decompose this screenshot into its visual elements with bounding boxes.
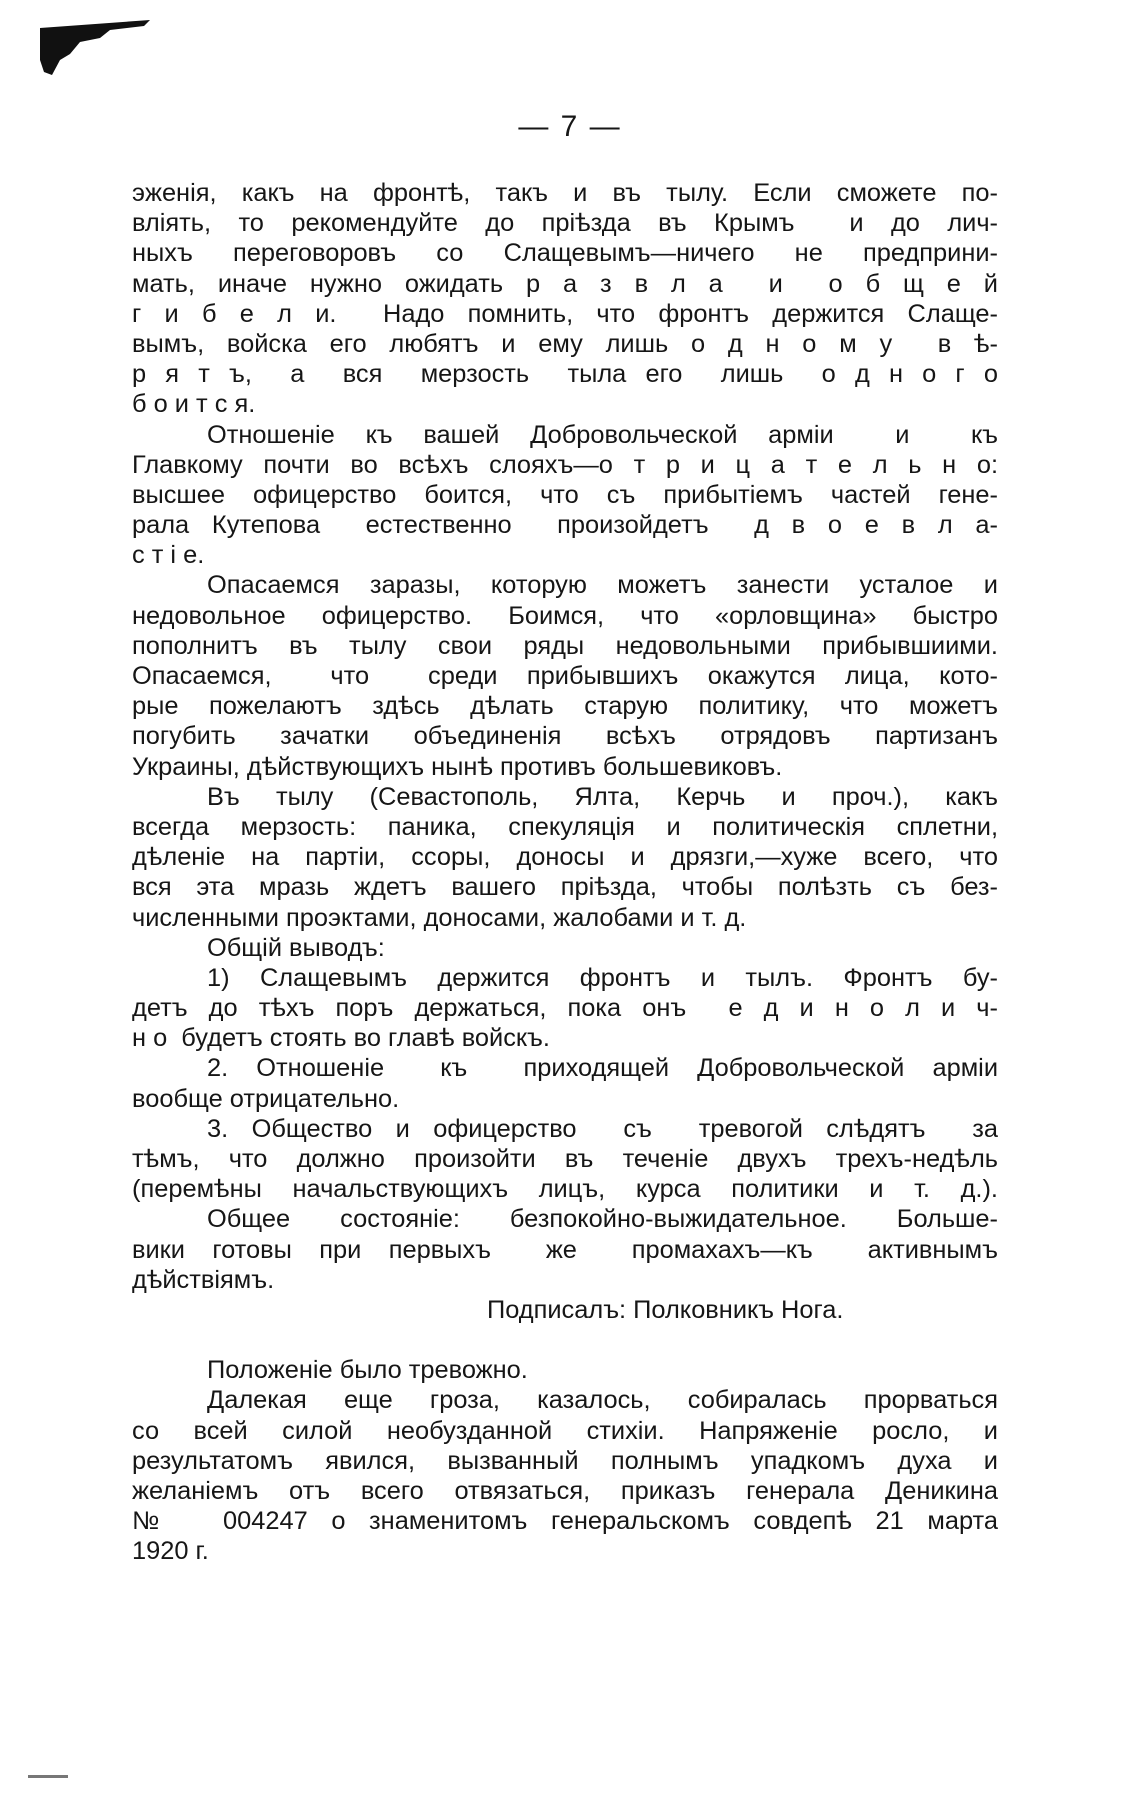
body-text — [132, 178, 998, 1566]
text-line: рые пожелаютъ здѣсь дѣлать старую политику, что можетъ — [132, 692, 998, 721]
text-line: Отношеніе къ вашей Добровольческой арміи и къ — [207, 420, 998, 449]
closing-text-line: Далекая еще гроза, казалось, собиралась прорваться — [207, 1386, 998, 1415]
closing-text-line: желаніемъ отъ всего отвязаться, приказъ генерала Деникина — [132, 1476, 998, 1505]
text-line: детъ до тѣхъ поръ держаться, пока онъ е д и н о л и ч- — [132, 994, 998, 1023]
text-line: тѣмъ, что должно произойти въ теченіе двухъ трехъ-недѣль — [132, 1145, 998, 1173]
text-line: недовольное офицерство. Боимся, что «орловщина» быстро — [132, 601, 998, 630]
text-line: вся эта мразь ждетъ вашего прiѣзда, чтобы полѣзть съ без- — [132, 873, 998, 902]
text-line: пополнитъ въ тылу свои ряды недовольными прибывшиими. — [132, 631, 998, 660]
scan-artifact-mark — [28, 1775, 68, 1778]
text-line: всегда мерзость: паника, спекуляція и политическія сплетни, — [132, 812, 998, 841]
text-line: мать, иначе нужно ожидать р а з в л а и о б щ е й — [132, 269, 998, 298]
text-line: н о будетъ стоять во главѣ войскъ. — [132, 1024, 550, 1053]
page-number: — 7 — — [518, 110, 622, 143]
text-line: вліять, то рекомендуйте до прiѣзда въ Крымъ и до лич- — [132, 209, 998, 238]
text-line: дѣленіе на партіи, ссоры, доносы и дрязги,—хуже всего, что — [132, 843, 998, 872]
text-line: численными проэктами, доносами, жалобами и т. д. — [132, 903, 747, 932]
closing-text-line: результатомъ явился, вызванный полнымъ упадкомъ духа и — [132, 1446, 998, 1475]
closing-text-line: Положеніе было тревожно. — [207, 1356, 528, 1385]
closing-text-line: № 004247 о знаменитомъ генеральскомъ совдепѣ 21 марта — [132, 1507, 998, 1536]
text-line: г и б е л и. Надо помнить, что фронтъ держится Слаще- — [132, 299, 998, 328]
text-line: Украины, дѣйствующихъ нынѣ противъ большевиковъ. — [132, 752, 783, 781]
text-line: ныхъ переговоровъ со Слащевымъ—ничего не предприни- — [132, 239, 998, 268]
text-line: 2. Отношеніе къ приходящей Добровольческой арміи — [207, 1054, 998, 1083]
text-line: Общее состояніе: безпокойно-выжидательное. Больше- — [207, 1205, 998, 1234]
ink-blot-corner-mark — [40, 20, 150, 75]
text-line: Опасаемся, что среди прибывшихъ окажутся лица, кото- — [132, 662, 998, 690]
text-line: 1) Слащевымъ держится фронтъ и тылъ. Фронтъ бу- — [207, 963, 998, 992]
text-line: 3. Общество и офицерство съ тревогой слѣдятъ за — [207, 1114, 998, 1143]
text-line: дѣйствіямъ. — [132, 1265, 275, 1294]
signature-line: Подписалъ: Полковникъ Нога. — [487, 1295, 844, 1324]
text-line: вообще отрицательно. — [132, 1084, 400, 1113]
paragraph-gap — [132, 1325, 998, 1355]
text-line: вымъ, войска его любятъ и ему лишь о д н о м у в ѣ- — [132, 329, 998, 358]
text-line: с т і е. — [132, 541, 205, 570]
text-line: вики готовы при первыхъ же промахахъ—къ активнымъ — [132, 1235, 998, 1264]
text-line: высшее офицерство боится, что съ прибытіемъ частей гене- — [132, 480, 998, 509]
closing-text-line: со всей силой необузданной стихіи. Напряженіе росло, и — [132, 1416, 998, 1445]
text-line: эженія, какъ на фронтѣ, такъ и въ тылу. Если сможете по- — [132, 179, 998, 207]
text-line: б о и т с я. — [132, 390, 256, 419]
text-line: погубить зачатки объединенія всѣхъ отрядовъ партизанъ — [132, 722, 998, 751]
text-line: Въ тылу (Севастополь, Ялта, Керчь и проч.), какъ — [207, 782, 998, 811]
text-line: Общій выводъ: — [207, 933, 385, 962]
text-line: р я т ъ, а вся мерзость тыла его лишь о д н о г о — [132, 360, 998, 389]
closing-text-line: 1920 г. — [132, 1537, 209, 1566]
text-line: Опасаемся заразы, которую можетъ занести усталое и — [207, 571, 998, 600]
text-line: рала Кутепова естественно произойдетъ д в о е в л а- — [132, 511, 998, 540]
text-line: Главкому почти во всѣхъ слояхъ—о т р и ц а т е л ь н о: — [132, 450, 998, 479]
text-line: (перемѣны начальствующихъ лицъ, курса политики и т. д.). — [132, 1175, 998, 1204]
